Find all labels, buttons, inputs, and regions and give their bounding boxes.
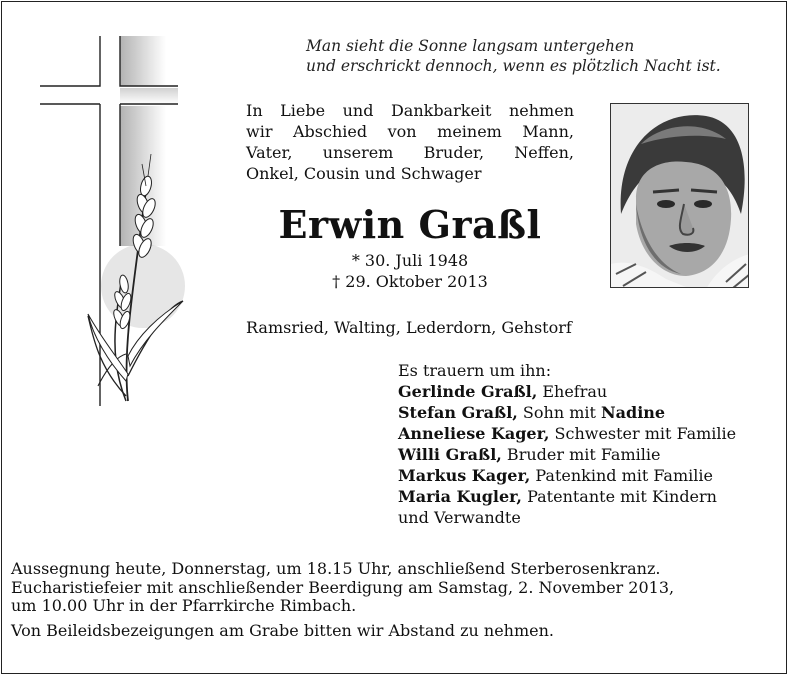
mourner-row bbox=[398, 423, 736, 444]
mourner-row bbox=[398, 381, 736, 402]
portrait-photo bbox=[610, 103, 749, 288]
life-dates bbox=[246, 250, 574, 292]
motto-line-1: Man sieht die Sonne langsam untergehen bbox=[306, 37, 635, 55]
places: Ramsried, Walting, Lederdorn, Gehstorf bbox=[246, 318, 572, 337]
mourner-row bbox=[398, 402, 736, 423]
mourner-relation: Ehefrau bbox=[537, 382, 608, 401]
mourner-relation: Sohn mit bbox=[517, 403, 602, 422]
mourner-relation: Bruder mit Familie bbox=[501, 445, 661, 464]
motto-line-2: und erschrickt dennoch, wenn es plötzlich Nacht ist. bbox=[306, 57, 721, 75]
mourner-name: Maria Kugler, bbox=[398, 487, 522, 506]
service-info bbox=[11, 560, 763, 640]
service-line-1: Aussegnung heute, Donnerstag, um 18.15 Uhr, anschließend Sterberosenkranz. bbox=[11, 559, 661, 578]
motto bbox=[306, 36, 721, 76]
intro-line-1: In Liebe und Dankbarkeit nehmen bbox=[246, 101, 574, 120]
intro-line-3: Vater, unserem Bruder, Neffen, bbox=[246, 143, 574, 162]
mourner-name: Markus Kager, bbox=[398, 466, 531, 485]
portrait-image bbox=[611, 104, 749, 288]
mourners-closing: und Verwandte bbox=[398, 508, 521, 527]
intro-line-2: wir Abschied von meinem Mann, bbox=[246, 122, 574, 141]
death-date: † 29. Oktober 2013 bbox=[332, 272, 488, 291]
intro-line-4: Onkel, Cousin und Schwager bbox=[246, 164, 482, 183]
service-line-3: um 10.00 Uhr in der Pfarrkirche Rimbach. bbox=[11, 596, 357, 615]
mourner-relation: Patentante mit Kindern bbox=[522, 487, 717, 506]
mourner-name: Gerlinde Graßl, bbox=[398, 382, 538, 401]
cross-with-wheat-icon bbox=[38, 36, 188, 406]
birth-date: * 30. Juli 1948 bbox=[351, 251, 469, 270]
mourner-name: Anneliese Kager, bbox=[398, 424, 550, 443]
intro-text bbox=[246, 100, 574, 184]
mourner-relation: Patenkind mit Familie bbox=[530, 466, 713, 485]
condolence-note: Von Beileidsbezeigungen am Grabe bitten wir Abstand zu nehmen. bbox=[11, 620, 555, 640]
mourner-name: Willi Graßl, bbox=[398, 445, 502, 464]
mourner-row bbox=[398, 444, 736, 465]
service-line-2: Eucharistiefeier mit anschließender Beerdigung am Samstag, 2. November 2013, bbox=[11, 577, 675, 597]
mourner-row bbox=[398, 486, 736, 507]
mourner-row bbox=[398, 465, 736, 486]
mourner-relation: Schwester mit Familie bbox=[549, 424, 737, 443]
deceased-name: Erwin Graßl bbox=[278, 202, 542, 247]
mourner-name: Stefan Graßl, bbox=[398, 403, 518, 422]
mourners-heading: Es trauern um ihn: bbox=[398, 361, 552, 380]
mourners-list bbox=[398, 360, 736, 528]
mourner-extra: Nadine bbox=[601, 403, 666, 422]
